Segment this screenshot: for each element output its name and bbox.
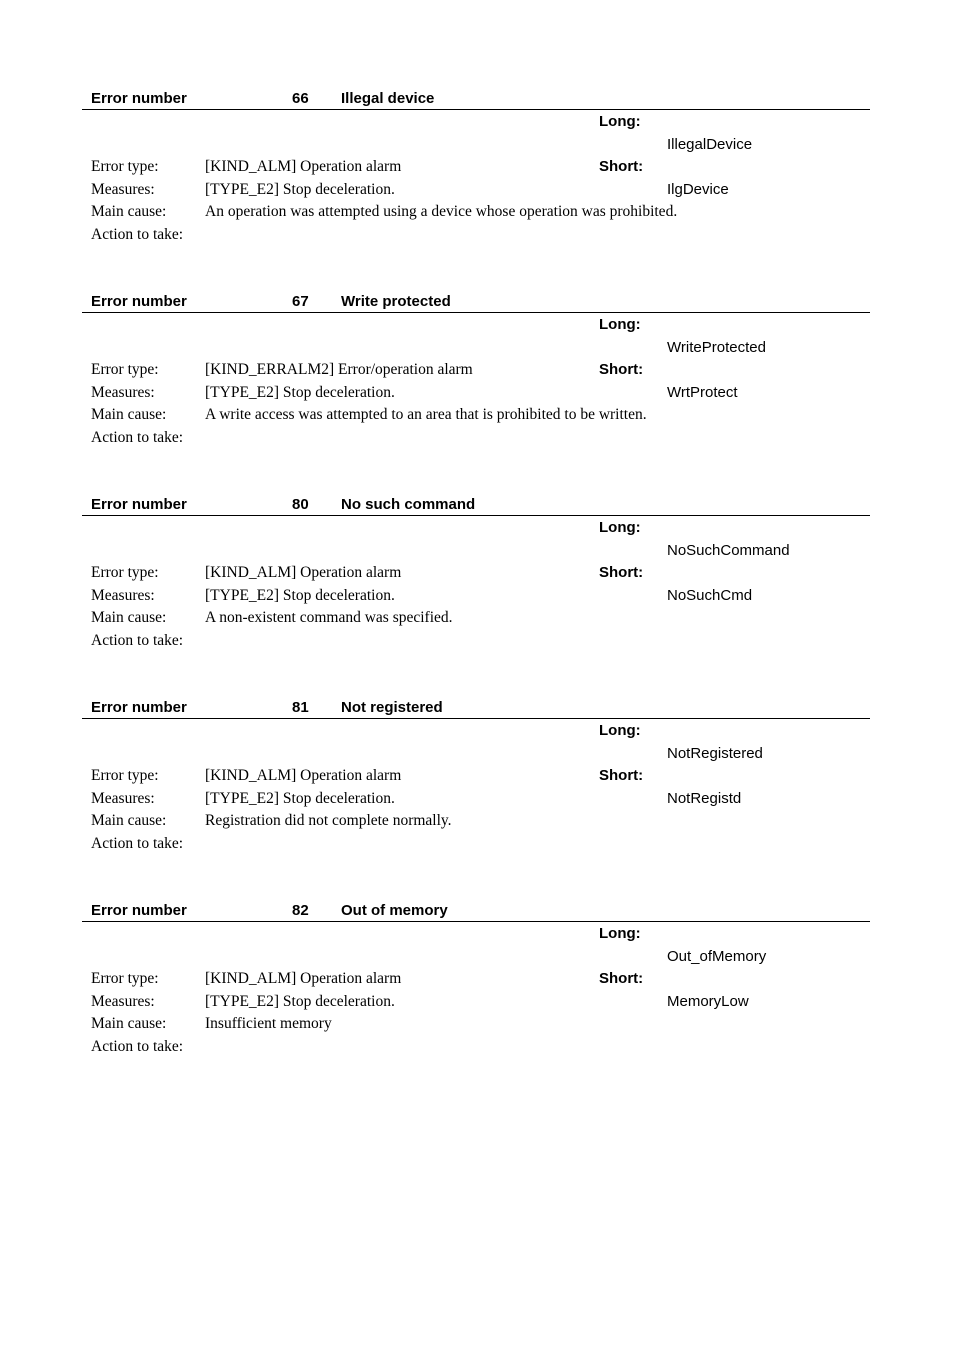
long-label: Long: — [599, 925, 641, 942]
long-name-value: IllegalDevice — [667, 136, 753, 153]
header-rule — [82, 515, 870, 516]
error-type-label: Error type: — [91, 361, 159, 378]
measures-value: [TYPE_E2] Stop deceleration. — [205, 384, 395, 401]
error-title: Write protected — [341, 293, 451, 310]
error-number-value: 80 — [292, 496, 309, 513]
long-name-value: WriteProtected — [667, 339, 766, 356]
measures-value: [TYPE_E2] Stop deceleration. — [205, 790, 395, 807]
action-to-take-label: Action to take: — [91, 632, 184, 649]
main-cause-label: Main cause: — [91, 609, 167, 626]
error-number-value: 81 — [292, 699, 309, 716]
error-type-value: [KIND_ERRALM2] Error/operation alarm — [205, 361, 473, 378]
error-type-label: Error type: — [91, 767, 159, 784]
action-to-take-label: Action to take: — [91, 1038, 184, 1055]
measures-label: Measures: — [91, 790, 155, 807]
main-cause-label: Main cause: — [91, 406, 167, 423]
long-name-value: Out_ofMemory — [667, 948, 767, 965]
main-cause-label: Main cause: — [91, 812, 167, 829]
error-number-value: 82 — [292, 902, 309, 919]
error-title: Out of memory — [341, 902, 448, 919]
error-title: Illegal device — [341, 90, 435, 107]
header-rule — [82, 718, 870, 719]
error-type-value: [KIND_ALM] Operation alarm — [205, 767, 402, 784]
measures-label: Measures: — [91, 587, 155, 604]
long-label: Long: — [599, 113, 641, 130]
main-cause-label: Main cause: — [91, 203, 167, 220]
error-type-label: Error type: — [91, 564, 159, 581]
main-cause-value: Registration did not complete normally. — [205, 812, 452, 829]
header-rule — [82, 109, 870, 110]
long-label: Long: — [599, 519, 641, 536]
error-number-label: Error number — [91, 496, 187, 513]
long-name-value: NotRegistered — [667, 745, 763, 762]
short-label: Short: — [599, 767, 644, 784]
error-title: No such command — [341, 496, 476, 513]
error-number-label: Error number — [91, 90, 187, 107]
header-rule — [82, 921, 870, 922]
short-name-value: MemoryLow — [667, 993, 749, 1010]
error-type-value: [KIND_ALM] Operation alarm — [205, 158, 402, 175]
error-title: Not registered — [341, 699, 443, 716]
short-label: Short: — [599, 970, 644, 987]
long-label: Long: — [599, 316, 641, 333]
short-name-value: NotRegistd — [667, 790, 742, 807]
short-name-value: WrtProtect — [667, 384, 738, 401]
error-type-value: [KIND_ALM] Operation alarm — [205, 970, 402, 987]
measures-value: [TYPE_E2] Stop deceleration. — [205, 181, 395, 198]
error-number-label: Error number — [91, 699, 187, 716]
header-rule — [82, 312, 870, 313]
main-cause-value: An operation was attempted using a device whose operation was prohibited. — [205, 203, 678, 220]
error-number-value: 67 — [292, 293, 309, 310]
short-name-value: IlgDevice — [667, 181, 729, 198]
error-entry — [0, 698, 954, 868]
error-entry — [0, 901, 954, 1071]
error-entry — [0, 89, 954, 259]
main-cause-value: A write access was attempted to an area that is prohibited to be written. — [205, 406, 647, 423]
error-number-label: Error number — [91, 293, 187, 310]
error-entry — [0, 292, 954, 462]
measures-label: Measures: — [91, 993, 155, 1010]
error-number-label: Error number — [91, 902, 187, 919]
error-number-value: 66 — [292, 90, 309, 107]
short-name-value: NoSuchCmd — [667, 587, 753, 604]
short-label: Short: — [599, 564, 644, 581]
long-name-value: NoSuchCommand — [667, 542, 790, 559]
action-to-take-label: Action to take: — [91, 835, 184, 852]
main-cause-label: Main cause: — [91, 1015, 167, 1032]
action-to-take-label: Action to take: — [91, 226, 184, 243]
measures-value: [TYPE_E2] Stop deceleration. — [205, 587, 395, 604]
short-label: Short: — [599, 361, 644, 378]
error-entry — [0, 495, 954, 665]
long-label: Long: — [599, 722, 641, 739]
main-cause-value: A non-existent command was specified. — [205, 609, 453, 626]
measures-label: Measures: — [91, 181, 155, 198]
action-to-take-label: Action to take: — [91, 429, 184, 446]
error-type-label: Error type: — [91, 158, 159, 175]
error-type-label: Error type: — [91, 970, 159, 987]
measures-value: [TYPE_E2] Stop deceleration. — [205, 993, 395, 1010]
main-cause-value: Insufficient memory — [205, 1015, 332, 1032]
short-label: Short: — [599, 158, 644, 175]
measures-label: Measures: — [91, 384, 155, 401]
error-type-value: [KIND_ALM] Operation alarm — [205, 564, 402, 581]
